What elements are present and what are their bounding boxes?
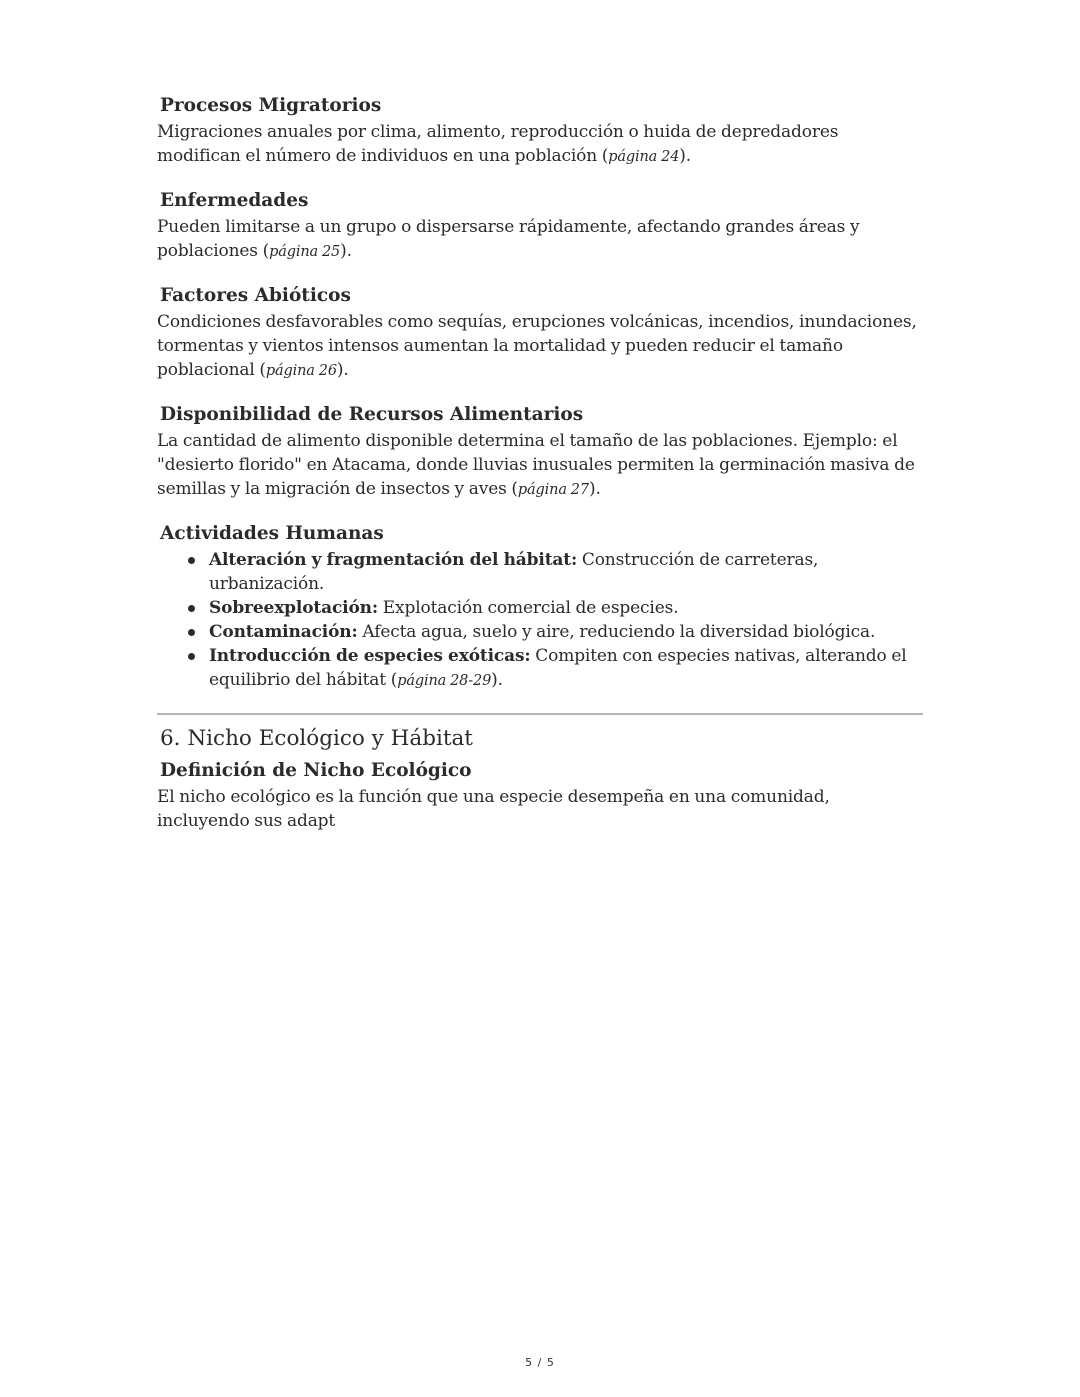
section-title: Actividades Humanas bbox=[160, 523, 384, 544]
list-item-term: Alteración y fragmentación del hábitat: bbox=[209, 550, 578, 570]
section-title: Definición de Nicho Ecológico bbox=[160, 760, 472, 781]
page-reference: página 28-29 bbox=[397, 673, 492, 689]
section-factores-abioticos bbox=[157, 284, 923, 383]
list-item bbox=[209, 548, 923, 596]
bullet-icon bbox=[188, 629, 195, 636]
section-enfermedades bbox=[157, 189, 923, 264]
section-body: El nicho ecológico es la función que una especie desempeña en una comunidad, incluyendo sus adapt bbox=[157, 787, 830, 831]
page-reference: página 25 bbox=[269, 244, 341, 260]
list-item-text: Compiten con especies nativas, alterando el equilibrio del hábitat ( bbox=[209, 646, 907, 690]
section-title: Factores Abióticos bbox=[160, 285, 351, 306]
body-close: ). bbox=[336, 360, 349, 380]
list-item-text: Explotación comercial de especies. bbox=[378, 598, 679, 618]
list-item bbox=[209, 644, 923, 693]
section-divider bbox=[157, 713, 923, 715]
list-item-text: Construcción de carreteras, urbanización. bbox=[209, 550, 819, 594]
body-text: Migraciones anuales por clima, alimento, reproducción o huida de depredadores modifican el número de individuos en una población ( bbox=[157, 122, 839, 166]
body-close: ). bbox=[588, 479, 601, 499]
section-title: Procesos Migratorios bbox=[160, 95, 382, 116]
body-text: Condiciones desfavorables como sequías, erupciones volcánicas, incendios, inundaciones, tormentas y vientos intensos aumentan la mortalidad y pueden reducir el tamaño poblacional ( bbox=[157, 312, 917, 380]
bullet-icon bbox=[188, 605, 195, 612]
list-item-term: Introducción de especies exóticas: bbox=[209, 646, 531, 666]
document-page bbox=[157, 94, 923, 833]
list-item-close: ). bbox=[491, 670, 503, 690]
section-body bbox=[157, 429, 923, 502]
section-heading: 6. Nicho Ecológico y Hábitat bbox=[160, 726, 473, 751]
page-indicator: 5 / 5 bbox=[525, 1356, 555, 1369]
bullet-icon bbox=[188, 557, 195, 564]
section-actividades-humanas bbox=[157, 522, 923, 693]
page-reference: página 27 bbox=[517, 482, 589, 498]
section-title: Enfermedades bbox=[160, 190, 309, 211]
section-procesos-migratorios bbox=[157, 94, 923, 169]
list-item bbox=[209, 620, 923, 644]
list-item-text: Afecta agua, suelo y aire, reduciendo la diversidad biológica. bbox=[357, 622, 876, 642]
bullet-icon bbox=[188, 653, 195, 660]
body-close: ). bbox=[679, 146, 692, 166]
section-body bbox=[157, 120, 923, 169]
page-reference: página 26 bbox=[265, 363, 337, 379]
body-text: La cantidad de alimento disponible determina el tamaño de las poblaciones. Ejemplo: el "desierto florido" en Atacama, donde lluvias inusuales permiten la germinación masiva de semillas y la migración de insectos y aves ( bbox=[157, 431, 915, 499]
list-item bbox=[209, 596, 923, 620]
section-body bbox=[157, 310, 923, 383]
list-item-term: Contaminación: bbox=[209, 622, 358, 642]
list-item-term: Sobreexplotación: bbox=[209, 598, 379, 618]
bullet-list bbox=[157, 548, 923, 693]
body-close: ). bbox=[340, 241, 352, 261]
body-text: Pueden limitarse a un grupo o dispersarse rápidamente, afectando grandes áreas y poblaciones ( bbox=[157, 217, 860, 261]
page-reference: página 24 bbox=[608, 149, 680, 165]
section-title: Disponibilidad de Recursos Alimentarios bbox=[160, 404, 584, 425]
section-body bbox=[157, 215, 923, 264]
section-recursos-alimentarios bbox=[157, 403, 923, 502]
